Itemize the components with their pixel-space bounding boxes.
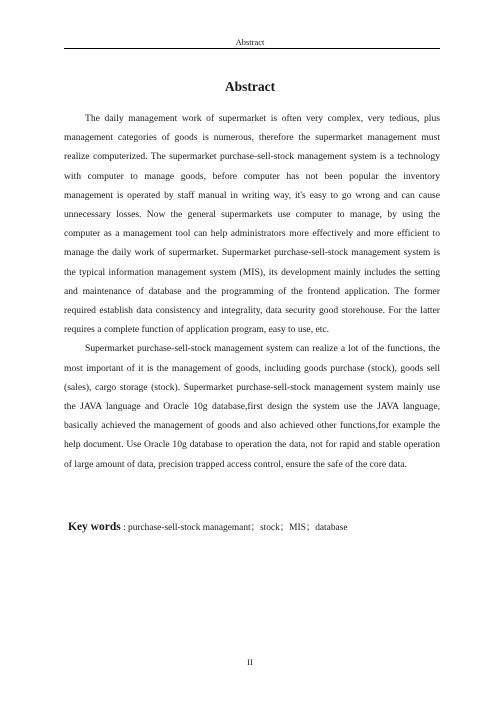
page-title: Abstract [224, 79, 276, 94]
header-divider [64, 48, 440, 49]
page-number: II [247, 657, 253, 667]
abstract-paragraph-2: Supermarket purchase-sell-stock management system can realize a lot of the functions, the most important of it is the management of goods, including goods purchase (stock), goods sell (sales), cargo storage (stock). Supermarket purchase-sell-stock management system mainly use the JAVA language and Oracle 10g database,first design the system use the JAVA language, basically achieved the management of goods and also achieved other functions,for example the help document. Use Oracle 10g database to operation the data, not for rapid and stable operation of large amount of data, precision trapped access control, ensure the safe of the core data. [64, 343, 440, 470]
keywords-text: : purchase-sell-stock managemant；stock；MIS；database [120, 523, 348, 533]
abstract-body [64, 109, 440, 474]
keywords-label: Key words [68, 521, 121, 533]
abstract-paragraph-1: The daily management work of supermarket is often very complex, very tedious, plus management categories of goods is numerous, therefore the supermarket management must realize computerized. The supermarket purchase-sell-stock management system is a technology with computer to manage goods, before computer has not been popular the inventory management is operated by staff manual in writing way, it's easy to go wrong and can cause unnecessary losses. Now the general supermarkets use computer to manage, by using the computer as a management tool can help administrators more effectively and more efficient to manage the daily work of supermarket. Supermarket purchase-sell-stock management system is the typical information management system (MIS), its development mainly includes the setting and maintenance of database and the programming of the frontend application. The former required establish data consistency and integrality, data security good storehouse. For the latter requires a complete function of application program, easy to use, etc. [64, 113, 440, 336]
keywords-line [68, 519, 440, 533]
running-header: Abstract [235, 37, 265, 47]
